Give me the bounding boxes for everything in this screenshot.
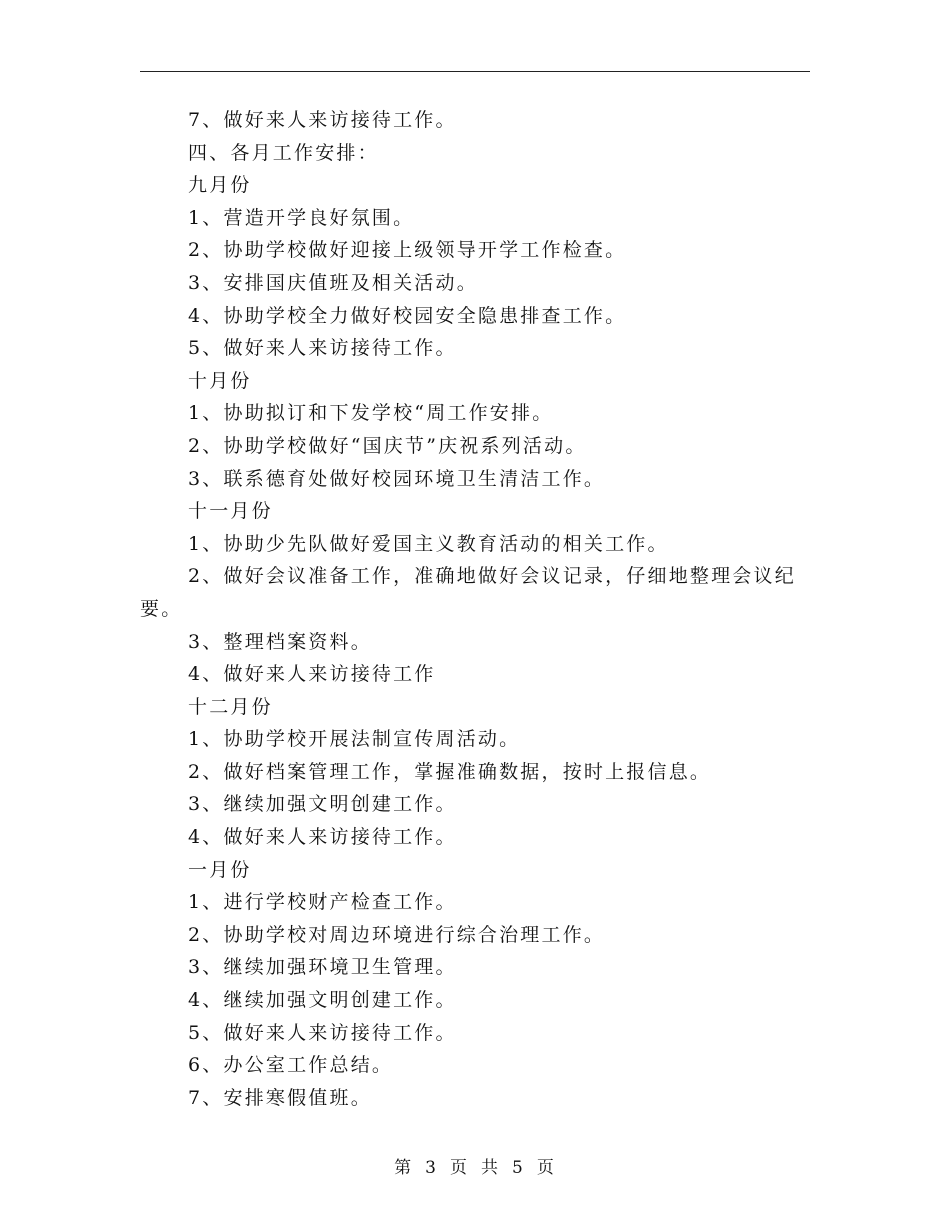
text-line: 1、营造开学良好氛围。 xyxy=(188,206,415,229)
text-line: 4、做好来人来访接待工作 xyxy=(188,663,436,686)
text-line: 1、协助拟订和下发学校“周工作安排。 xyxy=(188,402,554,425)
text-line: 7、安排寒假值班。 xyxy=(188,1086,372,1109)
text-line: 3、安排国庆值班及相关活动。 xyxy=(188,271,478,294)
footer-total-pages: 5 xyxy=(512,1158,525,1178)
text-line: 6、办公室工作总结。 xyxy=(188,1054,394,1077)
text-line: 1、协助少先队做好爱国主义教育活动的相关工作。 xyxy=(188,532,669,555)
text-line: 2、协助学校对周边环境进行综合治理工作。 xyxy=(188,923,606,946)
month-heading: 九月份 xyxy=(188,174,252,197)
month-heading: 十月份 xyxy=(188,369,252,392)
text-line: 5、做好来人来访接待工作。 xyxy=(188,1021,457,1044)
month-heading: 一月份 xyxy=(188,858,252,881)
text-line: 3、继续加强环境卫生管理。 xyxy=(188,956,457,979)
section-heading: 四、各月工作安排： xyxy=(188,141,379,164)
page-footer xyxy=(0,1153,950,1178)
footer-gong: 共 xyxy=(481,1158,500,1178)
text-line: 5、做好来人来访接待工作。 xyxy=(188,337,457,360)
text-line: 7、做好来人来访接待工作。 xyxy=(188,109,457,131)
header-rule xyxy=(140,71,810,72)
text-line: 4、继续加强文明创建工作。 xyxy=(188,989,457,1012)
footer-page-number: 3 xyxy=(425,1158,438,1178)
footer-ye2: 页 xyxy=(536,1158,556,1178)
footer-ye: 页 xyxy=(450,1158,469,1178)
text-line: 1、协助学校开展法制宣传周活动。 xyxy=(188,728,521,751)
text-line: 2、做好会议准备工作，准确地做好会议记录，仔细地整理会议纪 xyxy=(188,565,796,588)
text-line: 4、做好来人来访接待工作。 xyxy=(188,826,457,849)
month-heading: 十二月份 xyxy=(188,695,273,718)
month-heading: 十一月份 xyxy=(188,500,273,523)
text-line: 4、协助学校全力做好校园安全隐患排查工作。 xyxy=(188,304,627,327)
text-line-continuation: 要。 xyxy=(140,597,183,620)
text-line: 2、协助学校做好“国庆节”庆祝系列活动。 xyxy=(188,434,587,457)
text-line: 2、协助学校做好迎接上级领导开学工作检查。 xyxy=(188,239,627,262)
text-line: 3、整理档案资料。 xyxy=(188,630,372,653)
text-line: 3、继续加强文明创建工作。 xyxy=(188,793,457,816)
text-line: 3、联系德育处做好校园环境卫生清洁工作。 xyxy=(188,467,606,490)
text-line: 2、做好档案管理工作，掌握准确数据，按时上报信息。 xyxy=(188,760,712,783)
footer-di: 第 xyxy=(394,1158,414,1178)
text-line: 1、进行学校财产检查工作。 xyxy=(188,891,457,914)
document-body xyxy=(140,104,812,1114)
